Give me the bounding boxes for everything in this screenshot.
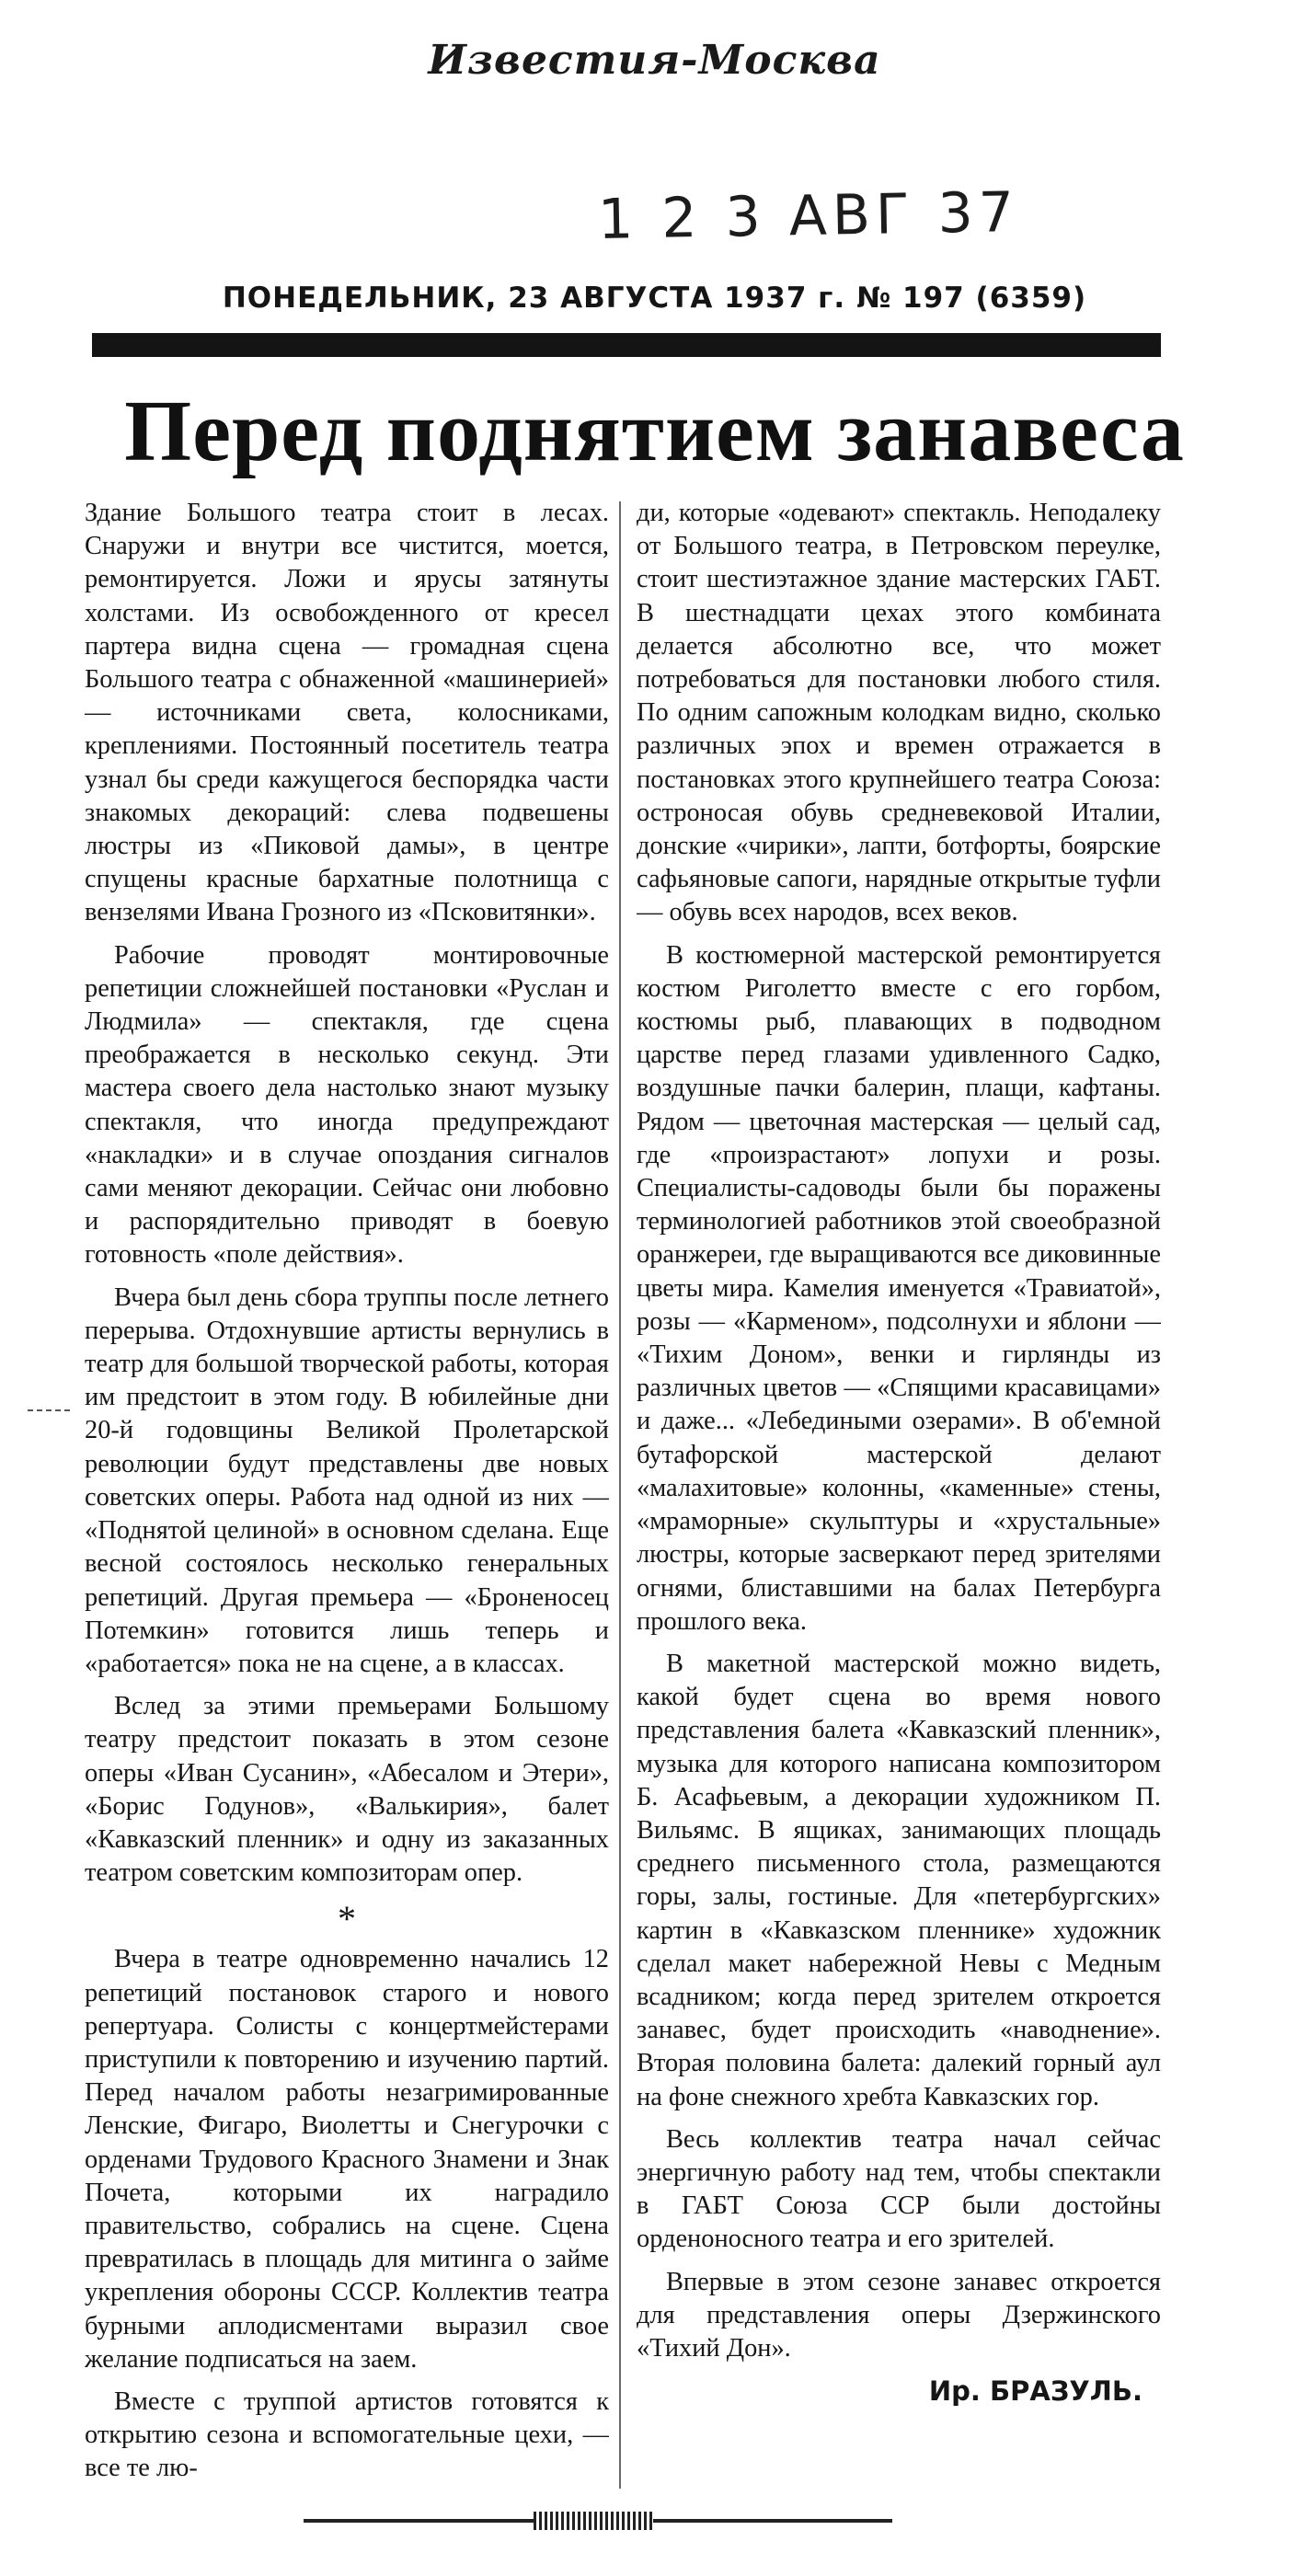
right-paragraph-1: ди, которые «одевают» спектакль. Неподалеку от Большого театра, в Петровском переулке, стоит шестиэтажное здание мастерских ГАБТ. В шестнадцати цехах этого комбината делается абсолютно все, что может потребоваться для постановки любого стиля. По одним сапожным колодкам видно, сколько различных эпох и времен отражается в постановках этого крупнейшего театра Союза: остроносая обувь средневековой Италии, донские «чирики», лапти, ботфорты, боярские сафьяновые сапоги, нарядные открытые туфли — обувь всех народов, всех веков. bbox=[637, 499, 1161, 927]
left-paragraph-4: Вслед за этими премьерами Большому театру предстоит показать в этом сезоне оперы «Иван Сусанин», «Абесалом и Этери», «Борис Годунов», «Валькирия», балет «Кавказский пленник» и одну из заказанных театром советским композиторам опер. bbox=[85, 1692, 609, 1888]
bottom-rule-hatch bbox=[534, 2512, 653, 2530]
right-paragraph-2: В костюмерной мастерской ремонтируется костюм Риголетто вместе с его горбом, костюмы рыб, плавающих в подводном царстве перед глазами удивленного Садко, воздушные пачки балерин, плащи, кафтаны. Рядом — цветочная мастерская — целый сад, где «произрастают» лопухи и розы. Специалисты-садоводы были бы поражены терминологией работников этой своеобразной оранжереи, где выращиваются все диковинные цветы мира. Камелия именуется «Травиатой», розы — «Карменом», подсолнухи и яблони — «Тихим Доном», венки и гирлянды из различных цветов — «Спящими красавицами» и даже... «Лебедиными озерами». В об'емной бутафорской мастерской делают «малахитовые» колонны, «каменные» стены, «мраморные» скульптуры и «хрустальные» люстры, которые засверкают перед зрителями огнями, блиставшими на балах Петербурга прошлого века. bbox=[637, 940, 1161, 1636]
newspaper-masthead: Известия-Москва bbox=[428, 37, 881, 84]
top-rule bbox=[92, 333, 1161, 357]
article-headline: Перед поднятием занавеса bbox=[124, 384, 1185, 479]
left-paragraph-1: Здание Большого театра стоит в лесах. Снаружи и внутри все чистится, моется, ремонтируется. Ложи и ярусы затянуты холстами. Из освобожденного от кресел партера видна сцена — громадная сцена Большого театра с обнаженной «машинерией» — источниками света, колосниками, креплениями. Постоянный посетитель театра узнал бы среди кажущегося беспорядка части знакомых декораций: слева подвешены люстры из «Пиковой дамы», в центре спущены красные бархатные полотнища с вензелями Ивана Грозного из «Псковитянки». bbox=[85, 499, 609, 927]
right-column bbox=[637, 497, 1161, 2493]
left-paragraph-5: Вчера в театре одновременно начались 12 репетиций постановок старого и нового репертуара. Солисты с концертмейстерами приступили к повторению и изучению партий. Перед началом работы незагримированные Ленские, Фигаро, Виолетты и Снегурочки с орденами Трудового Красного Знамени и Знак Почета, которыми их наградило правительство, собрались на сцене. Сцена превратилась в площадь для митинга о займе укрепления обороны СССР. Коллектив театра бурными аплодисментами выразил свое желание подписаться на заем. bbox=[85, 1945, 609, 2374]
section-separator: * bbox=[338, 1898, 356, 1940]
right-paragraph-3: В макетной мастерской можно видеть, какой будет сцена во время нового представления балета «Кавказский пленник», музыка для которого написана композитором Б. Асафьевым, а декорации художником П. Вильямс. В ящиках, занимающих площадь среднего письменного стола, размещаются горы, залы, гостиные. Для «петербургских» картин в «Кавказском пленнике» художник сделал макет набережной Невы с Медным всадником; когда перед зрителем откроется занавес, будет происходить «наводнение». Вторая половина балета: далекий горный аул на фоне снежного хребта Кавказских гор. bbox=[637, 1649, 1161, 2111]
column-divider bbox=[619, 501, 621, 2489]
margin-mark bbox=[28, 1409, 74, 1411]
right-paragraph-5: Впервые в этом сезоне занавес откроется для представления оперы Дзержинского «Тихий Дон». bbox=[637, 2267, 1161, 2363]
left-paragraph-2: Рабочие проводят монтировочные репетиции сложнейшей постановки «Руслан и Людмила» — спектакля, где сцена преображается в несколько секунд. Эти мастера своего дела настолько знают музыку спектакля, что иногда предупреждают «накладки» и в случае опоздания сигналов сами меняют декорации. Сейчас они любовно и распорядительно приводят в боевую готовность «поле действия». bbox=[85, 940, 609, 1270]
bottom-rule bbox=[304, 2519, 892, 2523]
left-paragraph-6: Вместе с труппой артистов готовятся к открытию сезона и вспомогательные цехи, — все те лю- bbox=[85, 2386, 609, 2483]
issue-dateline: ПОНЕДЕЛЬНИК, 23 АВГУСТА 1937 г. № 197 (6359) bbox=[222, 282, 1087, 315]
left-paragraph-3: Вчера был день сбора труппы после летнего перерыва. Отдохнувшие артисты вернулись в театр для большой творческой работы, которая им предстоит в этом году. В юбилейные дни 20-й годовщины Великой Пролетарской революции будут представлены две новых советских оперы. Работа над одной из них — «Поднятой целиной» в основном сделана. Еще весной состоялось несколько генеральных репетиций. Другая премьера — «Броненосец Потемкин» готовится лишь теперь и «работается» пока не на сцене, а в классах. bbox=[85, 1282, 609, 1678]
left-column bbox=[85, 497, 609, 2493]
author-signature: Ир. БРАЗУЛЬ. bbox=[928, 2375, 1143, 2408]
date-stamp: 1 2 3 АВГ 37 bbox=[597, 180, 1020, 252]
right-paragraph-4: Весь коллектив театра начал сейчас энергичную работу над тем, чтобы спектакли в ГАБТ Союза ССР были достойны орденоносного театра и его зрителей. bbox=[637, 2124, 1161, 2254]
